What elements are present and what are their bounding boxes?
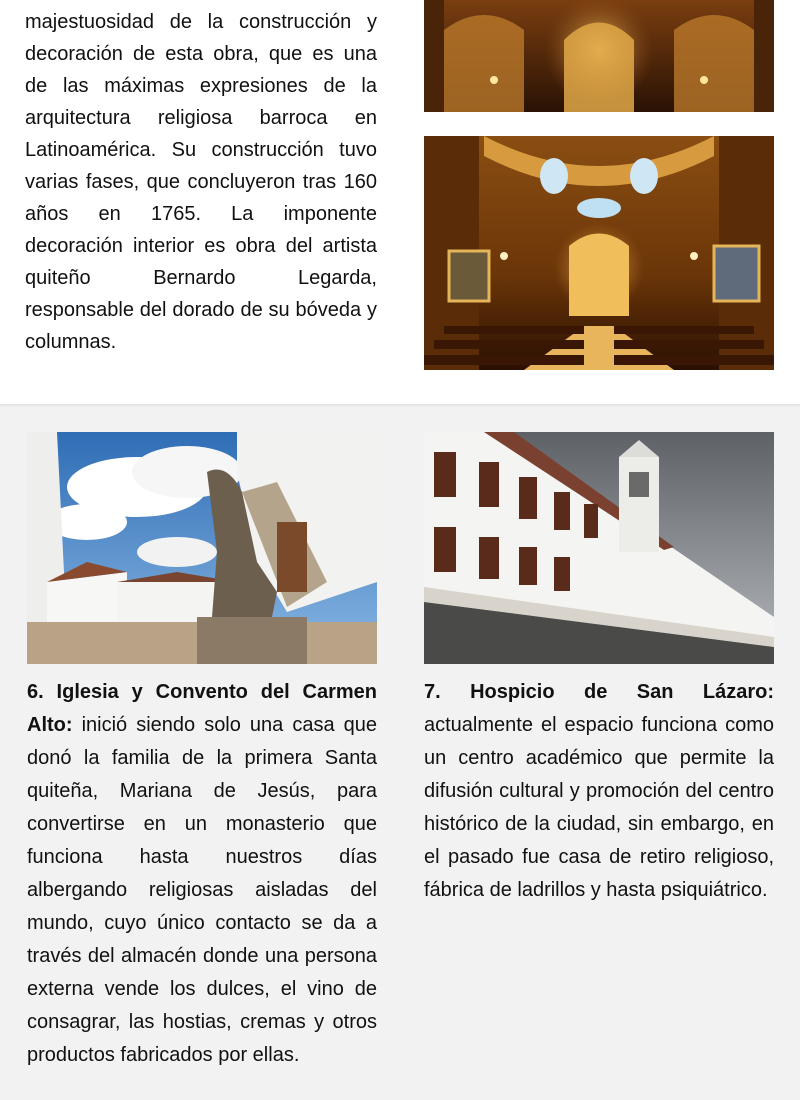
item-7-body: actualmente el espacio funciona como un centro académico que permite la difusión cultural y promoción del centro histórico de la ciudad, sin embargo, en el pasado fue casa de retiro religioso, fábrica de ladrillos y hasta psiquiátrico. bbox=[424, 714, 774, 901]
carmen-alto-photo bbox=[27, 432, 377, 664]
item-6-body: inició siendo solo una casa que donó la familia de la primera Santa quiteña, Mariana de Jesús, para convertirse en un monasterio que funciona hasta nuestros días albergando religiosas aisladas del mundo, cuyo único contacto se da a través del almacén donde una persona externa vende los dulces, el vino de consagrar, las hostias, cremas y otros productos fabricados por ellas. bbox=[27, 714, 377, 1066]
church-description-paragraph: majestuosidad de la construcción y decoración de esta obra, que es una de las máximas expresiones de la arquitectura religiosa barroca en Latinoamérica. Su construcción tuvo varias fases, que concluyeron tras 160 años en 1765. La imponente decoración interior es obra del artista quiteño Bernardo Legarda, responsable del dorado de su bóveda y columnas. bbox=[25, 11, 377, 353]
church-interior-photo-2 bbox=[424, 136, 774, 370]
item-6-description bbox=[27, 676, 377, 1072]
item-7-title: 7. Hospicio de San Lázaro: bbox=[424, 681, 774, 703]
san-lazaro-photo bbox=[424, 432, 774, 664]
church-interior-photo-1 bbox=[424, 0, 774, 112]
item-7-description bbox=[424, 676, 774, 907]
item-6-title: 6. Iglesia y Convento del Carmen Alto: bbox=[27, 681, 377, 736]
